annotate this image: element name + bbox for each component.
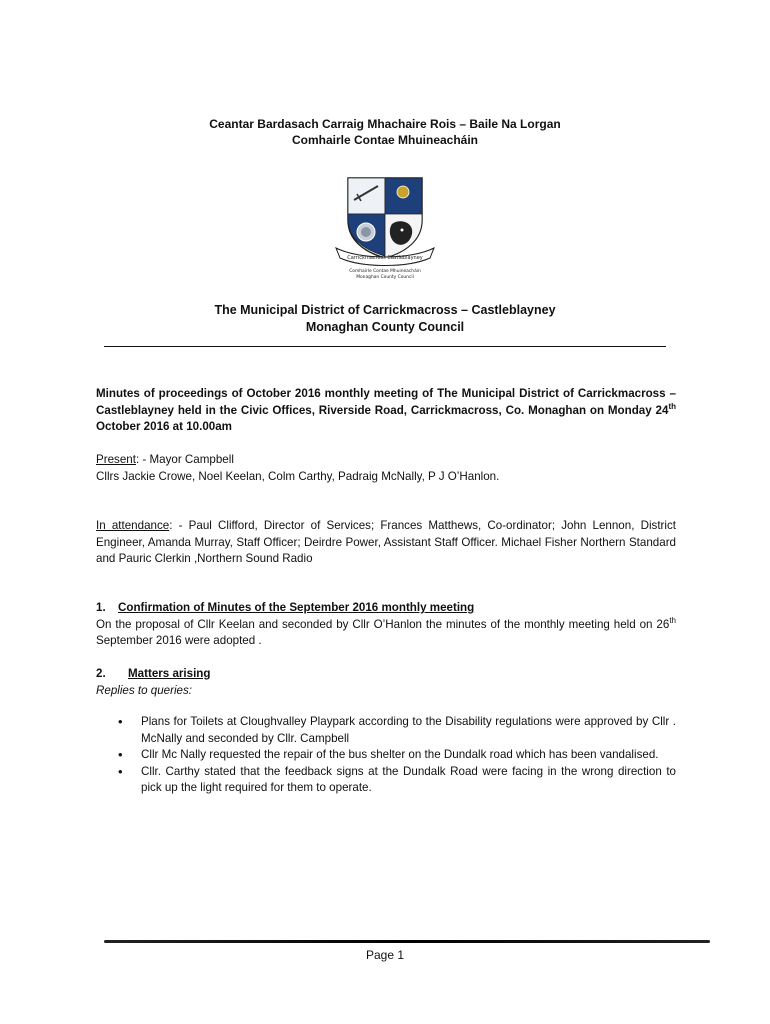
intro-text: Minutes of proceedings of October 2016 monthly meeting of The Municipal District of Carrickmacross – Castleblayney held in the Civic Offices, Riverside Road, Carrickmacross, Co. Monaghan on Monday 24: [96, 387, 676, 417]
matters-arising-list: [116, 714, 676, 797]
footer-divider: [104, 940, 710, 943]
minutes-intro: [96, 386, 676, 436]
intro-superscript: th: [668, 401, 676, 411]
present-section: [96, 452, 676, 485]
list-item: • Plans for Toilets at Cloughvalley Playpark according to the Disability regulations were approved by Cllr . McNally and seconded by Cllr. Campbell: [116, 714, 676, 747]
attendance-label: In attendance: [96, 519, 170, 532]
agenda-item-2: [96, 666, 676, 699]
svg-text:Carrickmacross Castleblayney: Carrickmacross Castleblayney: [347, 255, 423, 261]
item-title: Confirmation of Minutes of the September 2016 monthly meeting: [118, 601, 475, 614]
svg-text:Comhairle Contae Mhuineacháin: Comhairle Contae Mhuineacháin: [349, 269, 421, 274]
item-number: 1.: [96, 601, 106, 614]
svg-text:Monaghan County Council: Monaghan County Council: [356, 275, 414, 280]
agenda-item-1: [96, 600, 676, 650]
attendance-list: : - Paul Clifford, Director of Services; Frances Matthews, Co-ordinator; John Lennon, District Engineer, Amanda Murray, Staff Officer; Deirdre Power, Assistant Staff Officer. Michael Fisher Northern Standard and Pauric Clerkin ,Northern Sound Radio: [96, 519, 677, 565]
attendance-section: [96, 518, 676, 568]
present-councillors: Cllrs Jackie Crowe, Noel Keelan, Colm Carthy, Padraig McNally, P J O’Hanlon.: [96, 469, 500, 483]
district-title: The Municipal District of Carrickmacross – Castleblayney: [214, 303, 556, 317]
irish-council-title: Comhairle Contae Mhuineacháin: [291, 133, 479, 147]
list-item: • Cllr Mc Nally requested the repair of the bus shelter on the Dundalk road which has been vandalised.: [116, 747, 676, 764]
english-header: [0, 302, 770, 336]
item-body: On the proposal of Cllr Keelan and seconded by Cllr O’Hanlon the minutes of the monthly meeting held on 26th September 2016 were adopted .: [96, 615, 676, 647]
intro-text-end: October 2016 at 10.00am: [96, 420, 232, 433]
irish-header: [0, 116, 770, 148]
item-title: Matters arising: [128, 667, 211, 680]
page-number: Page 1: [365, 948, 405, 962]
item-subtitle: Replies to queries:: [96, 683, 193, 697]
header-divider: [104, 346, 666, 347]
item-number: 2.: [96, 667, 106, 680]
irish-district-title: Ceantar Bardasach Carraig Mhachaire Rois – Baile Na Lorgan: [209, 117, 561, 131]
list-item: • Cllr. Carthy stated that the feedback signs at the Dundalk Road were facing in the wrong direction to pick up the light required for them to operate.: [116, 764, 676, 797]
present-label: Present: [96, 453, 136, 466]
council-title: Monaghan County Council: [305, 320, 465, 334]
council-crest-logo: [330, 174, 440, 284]
present-mayor: : - Mayor Campbell: [135, 453, 234, 466]
